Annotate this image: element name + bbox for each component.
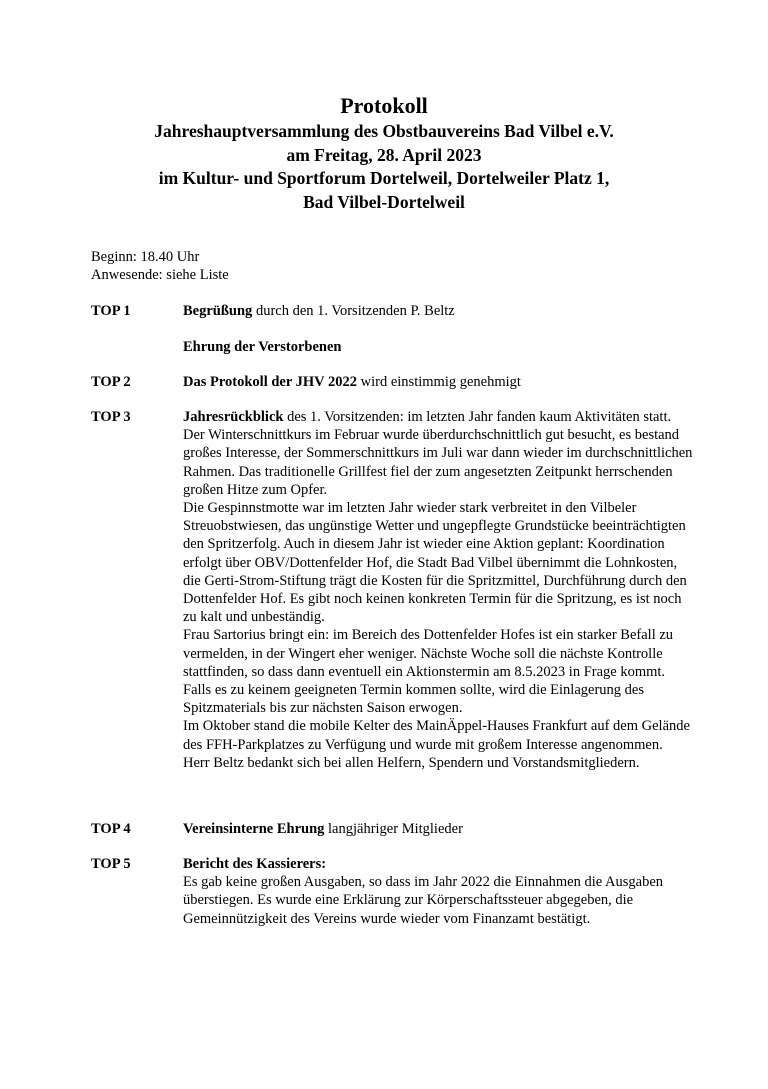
agenda-body <box>183 302 693 356</box>
agenda-paragraph: Es gab keine großen Ausgaben, so dass im Jahr 2022 die Einnahmen die Ausgaben überstiegen. Es wurde eine Erklärung zur Körperschaftssteuer abgegeben, die Gemeinnützigkeit des Vereins wurde wieder vom Finanzamt bestätigt. <box>183 874 664 927</box>
agenda-text: des 1. Vorsitzenden: im letzten Jahr fanden kaum Aktivitäten statt. Der Winterschnittkurs im Februar wurde überdurchschnittlich gut besucht, es bestand großes Interesse, der Sommerschnittkurs im Juli war dann wieder im durchschnittlichen Rahmen. Das traditionelle Grillfest fiel der zum angesetzten Zeitpunkt herrschenden großen Hitze zum Opfer. <box>183 409 693 498</box>
meeting-meta <box>91 248 229 284</box>
agenda-text: langjähriger Mitglieder <box>324 821 463 837</box>
agenda-heading: Begrüßung <box>183 303 253 319</box>
header-line-1: Jahreshauptversammlung des Obstbauvereins Bad Vilbel e.V. <box>154 121 614 141</box>
agenda-body <box>183 373 693 391</box>
agenda-paragraph: Die Gespinnstmotte war im letzten Jahr wieder stark verbreitet in den Vilbeler Streuobstwiesen, das ungünstige Wetter und ungepflegte Grundstücke beeinträchtigten den Spritzerfolg. Auch in diesem Jahr ist wieder eine Aktion geplant: Koordination erfolgt über OBV/Dottenfelder Hof, die Stadt Bad Vilbel übernimmt die Lohnkosten, die Gerti-Strom-Stiftung trägt die Kosten für die Spritzmittel, Durchführung durch den Dottenfelder Hof. Es gibt noch keinen konkreten Termin für die Spritzung, es ist noch zu kalt und unbeständig. <box>183 500 687 626</box>
agenda-paragraph: Im Oktober stand die mobile Kelter des MainÄppel-Hauses Frankfurt auf dem Gelände des FFH-Parkplatzes zu Verfügung und wurde mit großem Interesse angenommen. <box>183 718 690 753</box>
document-header <box>60 92 708 214</box>
attendees: Anwesende: siehe Liste <box>91 267 229 283</box>
agenda-heading: Das Protokoll der JHV 2022 <box>183 374 358 390</box>
agenda-text: wird einstimmig genehmigt <box>357 374 521 390</box>
agenda-heading: Bericht des Kassierers: <box>183 856 327 872</box>
agenda-text: durch den 1. Vorsitzenden P. Beltz <box>252 303 455 319</box>
agenda-item-top4 <box>91 820 691 840</box>
agenda-label: TOP 1 <box>91 303 131 319</box>
agenda-paragraph: Herr Beltz bedankt sich bei allen Helfern, Spendern und Vorstandsmitgliedern. <box>183 754 640 771</box>
agenda-label: TOP 3 <box>91 409 131 425</box>
agenda-heading: Vereinsinterne Ehrung <box>183 821 325 837</box>
agenda-item-top5 <box>91 855 691 955</box>
header-line-3: im Kultur- und Sportforum Dortelweil, Dortelweiler Platz 1, <box>158 168 610 188</box>
agenda-label: TOP 4 <box>91 821 131 837</box>
agenda-label: TOP 2 <box>91 374 131 390</box>
agenda-item-top2 <box>91 373 691 393</box>
agenda-subheading: Ehrung der Verstorbenen <box>183 339 342 356</box>
header-line-4: Bad Vilbel-Dortelweil <box>303 191 465 212</box>
agenda-item-top1 <box>91 302 691 362</box>
agenda-item-top3 <box>91 408 691 808</box>
agenda-paragraph: Frau Sartorius bringt ein: im Bereich des Dottenfelder Hofes ist ein starker Befall zu vermelden, in der Wingert eher weniger. Nächste Woche soll die nächste Kontrolle stattfinden, so dass dann eventuell ein Aktionstermin am 8.5.2023 in Frage kommt. Falls es zu keinem geeigneten Termin kommen sollte, wird die Einlagerung des Spitzmaterials bis zur nächsten Saison erwogen. <box>183 627 674 717</box>
document-title: Protokoll <box>340 93 428 118</box>
start-time: Beginn: 18.40 Uhr <box>91 249 200 265</box>
agenda-heading: Jahresrückblick <box>183 409 284 425</box>
header-line-2: am Freitag, 28. April 2023 <box>286 144 482 165</box>
agenda-body <box>183 820 693 838</box>
agenda-label: TOP 5 <box>91 856 131 872</box>
agenda-body <box>183 408 693 772</box>
agenda-body <box>183 855 693 928</box>
